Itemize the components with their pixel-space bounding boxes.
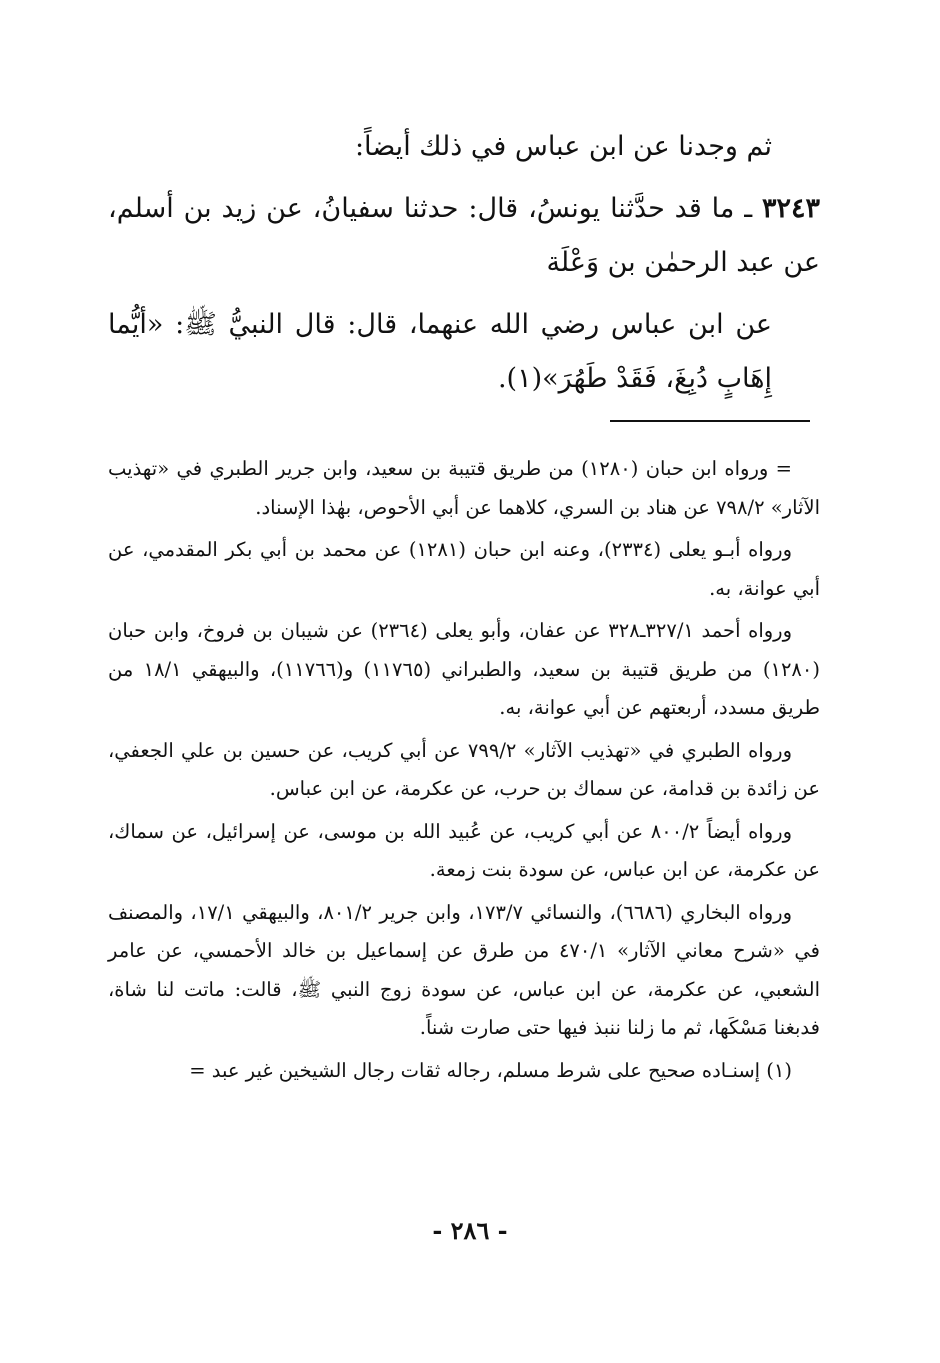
intro-line: ثم وجدنا عن ابن عباس في ذلك أيضاً: <box>354 131 772 162</box>
footnote-divider <box>610 420 810 422</box>
hadith-number: ٣٢٤٣ <box>761 193 820 224</box>
footnotes <box>108 450 820 1094</box>
isnad-text: ـ ما قد حدَّثنا يونسُ، قال: حدثنا سفيانُ، عن زيد بن أسلم، عن عبد الرحمٰن بن وَعْلَة <box>108 193 820 278</box>
note-paragraph: = ورواه ابن حبان (١٢٨٠) من طريق قتيبة بن سعيد، وابن جرير الطبري في «تهذيب الآثار» ٧٩٨/٢ عن هناد بن السري، كلاهما عن أبي الأحوص، بهٰذا الإسناد. <box>108 457 820 519</box>
main-text <box>108 120 820 414</box>
note-paragraph: ورواه أبـو يعلى (٢٣٣٤)، وعنه ابن حبان (١٢٨١) عن محمد بن أبي بكر المقدمي، عن أبي عوانة، به. <box>108 538 820 600</box>
note-paragraph: ورواه أحمد ٣٢٧/١ـ٣٢٨ عن عفان، وأبو يعلى (٢٣٦٤) عن شيبان بن فروخ، وابن حبان (١٢٨٠) من طريق قتيبة بن سعيد، والطبراني (١١٧٦٥) و(١١٧٦٦)، والبيهقي ١٨/١ من طريق مسدد، أربعتهم عن أبي عوانة، به. <box>108 619 820 719</box>
note-paragraph: ورواه أيضاً ٨٠٠/٢ عن أبي كريب، عن عُبيد الله بن موسى، عن إسرائيل، عن سماك، عن عكرمة، عن ابن عباس، عن سودة بنت زمعة. <box>108 819 820 881</box>
footnote-marker: (١). <box>497 363 543 394</box>
hadith-matn <box>108 298 820 406</box>
matn-text: عن ابن عباس رضي الله عنهما، قال: قال النبيُّ ﷺ: «أيُّما إِهَابٍ دُبِغَ، فَقَدْ طَهُرَ» <box>108 309 772 394</box>
footnote-1: (١) إسنـاده صحيح على شرط مسلم، رجاله ثقات رجال الشيخين غير عبد = <box>189 1058 792 1082</box>
page-number: - ٢٨٦ - <box>432 1216 508 1245</box>
hadith-isnad <box>108 182 820 290</box>
note-paragraph: ورواه الطبري في «تهذيب الآثار» ٧٩٩/٢ عن أبي كريب، عن حسين بن علي الجعفي، عن زائدة بن قدامة، عن سماك بن حرب، عن عكرمة، عن ابن عباس. <box>108 738 820 800</box>
note-paragraph: ورواه البخاري (٦٦٨٦)، والنسائي ١٧٣/٧، وابن جرير ٨٠١/٢، والبيهقي ١٧/١، والمصنف في «شرح معاني الآثار» ٤٧٠/١ من طرق عن إسماعيل بن خالد الأحمسي، عن عامر الشعبي، عن عكرمة، عن ابن عباس، عن سودة زوج النبي ﷺ، قالت: ماتت لنا شاة، فدبغنا مَسْكَها، ثم ما زلنا ننبذ فيها حتى صارت شناً. <box>108 900 820 1039</box>
